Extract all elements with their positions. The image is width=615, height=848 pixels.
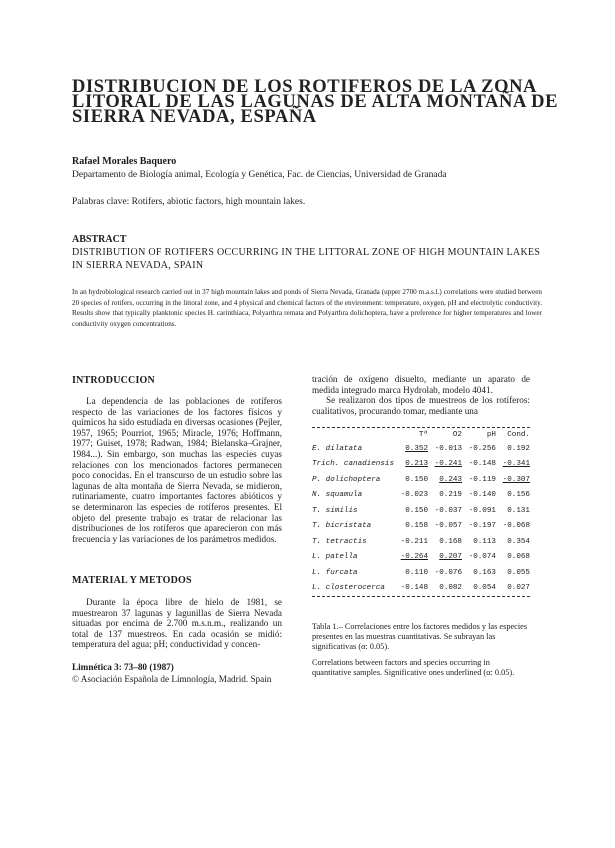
keywords: Palabras clave: Rotifers, abiotic factors, high mountain lakes. — [72, 197, 306, 207]
table-row — [312, 441, 530, 457]
correlation-value: 0.082 — [439, 584, 462, 593]
value-cell — [496, 488, 530, 504]
value-cell — [394, 565, 428, 581]
value-cell — [496, 441, 530, 457]
correlation-value: 0.213 — [405, 460, 429, 469]
methods-section — [72, 597, 282, 650]
correlation-value: 0.156 — [507, 491, 530, 500]
species-cell: T. similis — [312, 506, 358, 515]
value-cell — [496, 550, 530, 566]
table-body — [312, 441, 530, 596]
value-cell — [462, 472, 496, 488]
table-header-cell: pH — [486, 430, 496, 439]
correlation-value: 0.054 — [473, 584, 496, 593]
correlation-value: 0.150 — [405, 506, 429, 515]
correlation-value: -0.197 — [468, 522, 496, 531]
methods-heading-block — [72, 576, 282, 587]
correlation-value: 0.110 — [405, 568, 429, 577]
sampling-paragraph: Se realizaron dos tipos de muestreos de los rotíferos: cualitativos, procurando tomar, mediante una — [312, 395, 530, 416]
table-header-cell — [312, 428, 394, 441]
correlation-value: -0.076 — [434, 568, 462, 577]
value-cell — [428, 441, 462, 457]
correlation-value: -0.119 — [468, 475, 496, 484]
table-row — [312, 550, 530, 566]
species-cell: N. squamula — [312, 491, 363, 500]
abstract-text: In an hydrobiological research carried out in 37 high mountain lakes and ponds of Sierra Nevada, Granada (upper 2700 m.a.s.l.) correlations were studied between 20 species of rotifers, occurring in the littoral zone, and 4 physical and chemical factors of the environment: temperature, oxygen, pH and electrolytic conductivity. Results show that typically planktonic species H. carinthiaca, Polyarthra remata and Polyarthra dolichoptera, have a preference for higher temperatures and lower conductivity oxygen concentrations. — [72, 288, 542, 328]
value-cell — [428, 550, 462, 566]
value-cell — [428, 534, 462, 550]
value-cell — [496, 503, 530, 519]
correlation-value: 0.027 — [507, 584, 530, 593]
table-header-cell: Cond. — [507, 430, 530, 439]
copyright-notice: © Asociación Española de Limnología, Madrid. Spain — [72, 674, 272, 684]
value-cell — [428, 503, 462, 519]
value-cell — [496, 519, 530, 535]
value-cell — [428, 565, 462, 581]
table-row — [312, 503, 530, 519]
correlation-table — [312, 427, 530, 597]
value-cell — [428, 457, 462, 473]
table-row — [312, 457, 530, 473]
correlation-value: -0.264 — [400, 553, 429, 562]
correlation-value: -0.074 — [468, 553, 496, 562]
value-cell — [394, 457, 428, 473]
correlation-value: 0.192 — [507, 444, 530, 453]
correlation-value: -0.256 — [468, 444, 496, 453]
value-cell — [428, 488, 462, 504]
correlation-value: -0.341 — [502, 460, 530, 469]
abstract-title: DISTRIBUTION OF ROTIFERS OCCURRING IN THE LITTORAL ZONE OF HIGH MOUNTAIN LAKES IN SIERRA NEVADA, SPAIN — [72, 247, 541, 271]
paper-title — [72, 77, 559, 127]
value-cell — [462, 534, 496, 550]
correlation-value: -0.091 — [468, 506, 496, 515]
correlation-value: -0.037 — [434, 506, 462, 515]
correlation-value: -0.057 — [434, 522, 462, 531]
correlation-value: 0.219 — [439, 491, 462, 500]
methods-paragraph: Durante la época libre de hielo de 1981, se muestrearon 37 lagunas y lagunillas de Sierra Nevada situadas por encima de 2.700 m.s.n.m., realizando un total de 137 muestreos. En cada ocasión se midió: temperatura del agua; pH; conductividad y concen- — [72, 597, 282, 650]
value-cell — [496, 457, 530, 473]
value-cell — [462, 503, 496, 519]
species-cell: L. patella — [312, 553, 358, 562]
value-cell — [496, 472, 530, 488]
value-cell — [394, 488, 428, 504]
correlation-value: 0.113 — [473, 537, 496, 546]
table-row — [312, 488, 530, 504]
journal-citation: Limnética 3: 73–80 (1987) — [72, 662, 174, 672]
table-caption-en: Correlations between factors and species occurring in quantitative samples. Significative ones underlined (α: 0.05). — [312, 658, 515, 678]
value-cell — [428, 519, 462, 535]
species-cell: T. tetractis — [312, 537, 367, 546]
value-cell — [462, 550, 496, 566]
table-row — [312, 534, 530, 550]
correlation-value: -0.023 — [400, 491, 429, 500]
correlation-value: 0.150 — [405, 475, 429, 484]
methods-continued — [312, 374, 530, 416]
table-row — [312, 519, 530, 535]
title-line: LITORAL DE LAS LAGUNAS DE ALTA MONTAÑA DE — [72, 92, 559, 112]
value-cell — [462, 488, 496, 504]
value-cell — [394, 503, 428, 519]
species-cell: L. closterocerca — [312, 584, 385, 593]
value-cell — [462, 581, 496, 597]
species-cell: T. bicristata — [312, 522, 372, 531]
correlation-value: 0.163 — [473, 568, 496, 577]
table-bottom-rule — [312, 596, 530, 597]
intro-paragraph: La dependencia de las poblaciones de rotíferos respecto de las variaciones de los factores físicos y químicos ha sido estudiada en diversas ocasiones (Pejler, 1957, 1965; Pourriot, 1965; Miracle, 1976; Hoffmann, 1977; Guiset, 1978; Radwan, 1984; Bielanska–Grajner, 1984...). Sin embargo, son muchas las especies cuyas relaciones con los mencionados factores permanecen poco conocidas. En el transcurso de un estudio sobre las lagunas de alta montaña de Sierra Nevada, se midieron, rutinariamente, cuatro importantes factores abióticos y se determinaron las especies de rotíferos presentes. El objeto del presente trabajo es tratar de relacionar las distribuciones de los rotíferos que aparecieron con más frecuencia y las variaciones de los parámetros medidos. — [72, 396, 282, 544]
correlation-value: -0.013 — [434, 444, 462, 453]
correlation-value: 0.158 — [405, 522, 429, 531]
methods-continued-paragraph: tración de oxígeno disuelto, mediante un aparato de medida integrado marca Hydrolab, modelo 4041. — [312, 374, 530, 395]
table-row — [312, 565, 530, 581]
correlation-table-grid — [312, 428, 530, 596]
correlation-value: -0.241 — [434, 460, 462, 469]
intro-section — [72, 396, 282, 544]
value-cell — [394, 441, 428, 457]
table-row — [312, 581, 530, 597]
methods-heading: MATERIAL Y METODOS — [72, 575, 192, 586]
intro-heading-block — [72, 376, 282, 387]
correlation-value: -0.148 — [468, 460, 496, 469]
author-name: Rafael Morales Baquero — [72, 156, 177, 167]
correlation-value: 0.055 — [507, 568, 530, 577]
title-line: DISTRIBUCION DE LOS ROTIFEROS DE LA ZONA — [72, 77, 538, 97]
table-header-row — [312, 428, 530, 441]
value-cell — [496, 581, 530, 597]
correlation-value: 0.168 — [439, 537, 462, 546]
correlation-value: 0.354 — [507, 537, 530, 546]
correlation-value: -0.211 — [400, 537, 429, 546]
correlation-value: 0.068 — [507, 553, 530, 562]
value-cell — [496, 565, 530, 581]
value-cell — [428, 581, 462, 597]
value-cell — [462, 457, 496, 473]
intro-heading: INTRODUCCION — [72, 375, 155, 386]
table-header-cell: O2 — [452, 430, 462, 439]
value-cell — [496, 534, 530, 550]
species-cell: L. furcata — [312, 568, 358, 577]
value-cell — [462, 519, 496, 535]
author-affiliation: Departamento de Biología animal, Ecología y Genética, Fac. de Ciencias, Universidad de Granada — [72, 170, 447, 180]
value-cell — [462, 565, 496, 581]
correlation-value: -0.307 — [502, 475, 530, 484]
correlation-value: -0.148 — [400, 584, 429, 593]
species-cell: E. dilatata — [312, 444, 363, 453]
value-cell — [462, 441, 496, 457]
value-cell — [394, 581, 428, 597]
title-line: SIERRA NEVADA, ESPAÑA — [72, 107, 317, 127]
value-cell — [394, 519, 428, 535]
species-cell: Trich. canadiensis — [312, 460, 395, 469]
species-cell: P. dolichoptera — [312, 475, 381, 484]
table-row — [312, 472, 530, 488]
table-caption-es: Tabla 1.– Correlaciones entre los factores medidos y las especies presentes en las muestras cuantitativas. Se subrayan las significativas (α: 0.05). — [312, 622, 528, 652]
value-cell — [428, 472, 462, 488]
value-cell — [394, 550, 428, 566]
journal-footer — [72, 661, 271, 685]
correlation-value: 0.352 — [405, 444, 429, 453]
correlation-value: -0.140 — [468, 491, 496, 500]
correlation-value: 0.131 — [507, 506, 530, 515]
correlation-value: 0.243 — [439, 475, 462, 484]
correlation-value: 0.207 — [439, 553, 462, 562]
table-header-cell: Tª — [418, 430, 429, 439]
abstract-heading: ABSTRACT — [72, 234, 127, 245]
value-cell — [394, 472, 428, 488]
correlation-value: -0.068 — [502, 522, 530, 531]
value-cell — [394, 534, 428, 550]
